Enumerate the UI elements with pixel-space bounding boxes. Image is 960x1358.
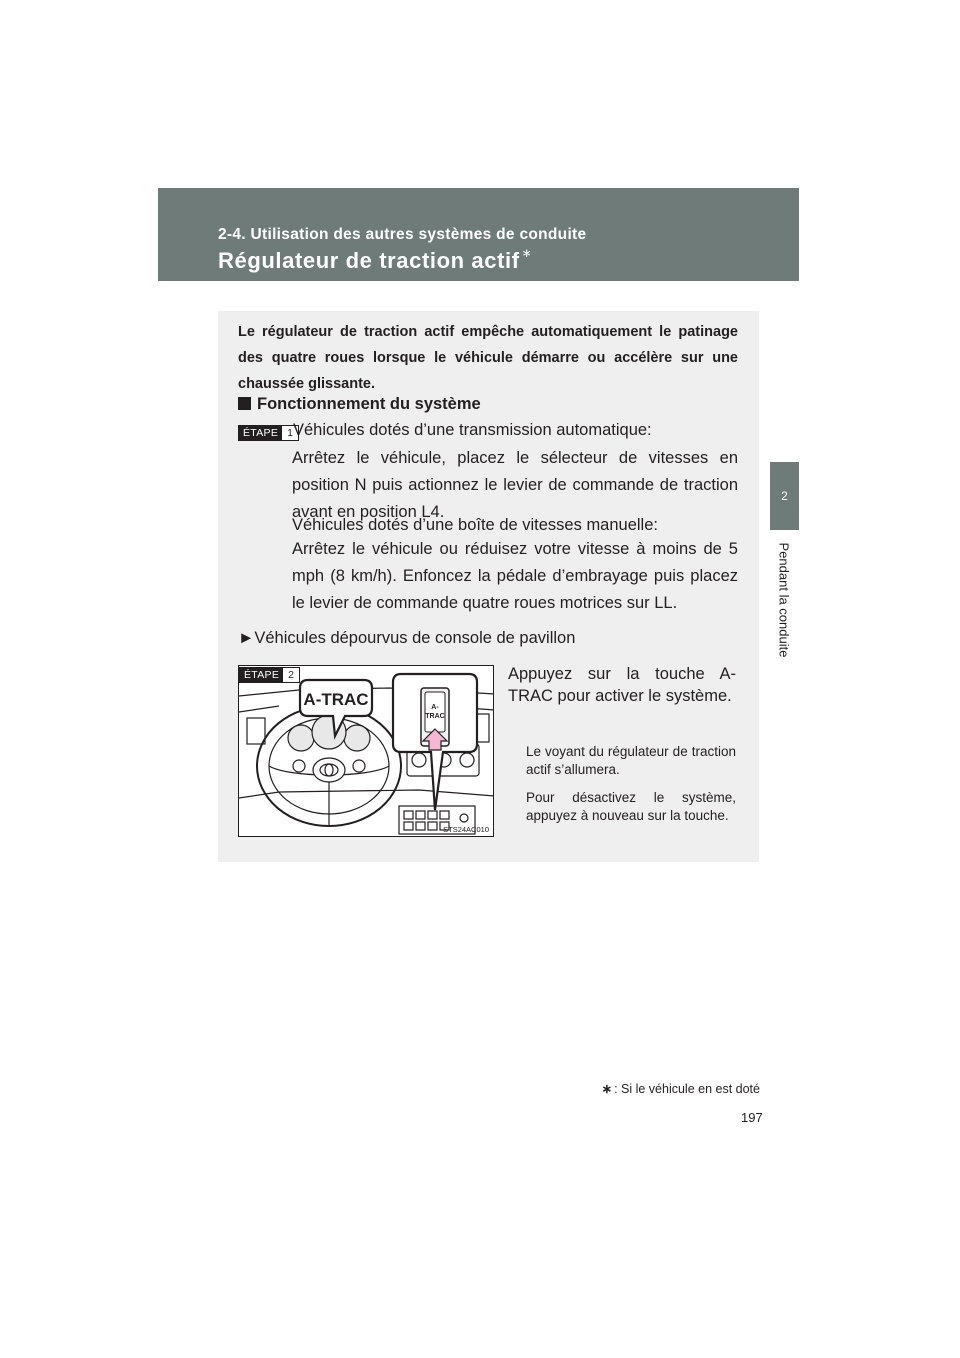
chapter-number: 2 <box>781 489 788 503</box>
page-title-text: Régulateur de traction actif <box>218 248 520 273</box>
dashboard-drawing <box>239 666 494 837</box>
switch-label-line-2: TRAC <box>425 713 445 720</box>
page-title <box>218 248 532 274</box>
sub-heading <box>238 395 481 414</box>
intro-paragraph: Le régulateur de traction actif empêche automatiquement le patinage des quatre roues lorsque le véhicule démarre ou accélère sur une chaussée glissante. <box>238 324 738 392</box>
condition-line: ►Véhicules dépourvus de console de pavillon <box>238 629 576 647</box>
step-label: ÉTAPE <box>239 426 282 440</box>
page-number: 197 <box>741 1110 763 1125</box>
chapter-side-label: Pendant la conduite <box>776 542 792 658</box>
step-1-auto-text: Arrêtez le véhicule, placez le sélecteur de vitesses en position N puis actionnez le levier de commande de traction avant en position L4. <box>292 449 738 521</box>
callout-label: A-TRAC <box>303 690 369 709</box>
footnote <box>602 1081 760 1096</box>
step-2-badge <box>239 667 300 683</box>
step-1-badge <box>238 425 299 441</box>
content-panel <box>218 311 759 862</box>
asterisk-icon: ∗ <box>601 1082 613 1096</box>
chapter-header <box>158 188 799 281</box>
step-number: 1 <box>287 427 293 439</box>
chapter-tab <box>770 462 799 530</box>
section-label: 2-4. Utilisation des autres systèmes de conduite <box>218 226 587 243</box>
step-1-manual-lead: Véhicules dotés d’une boîte de vitesses manuelle: <box>292 516 658 534</box>
step-2-note-1: Le voyant du régulateur de traction actif s’allumera. <box>526 744 736 777</box>
step-1-manual-text: Arrêtez le véhicule ou réduisez votre vitesse à moins de 5 mph (8 km/h). Enfoncez la pédale d’embrayage puis placez le levier de commande quatre roues motrices sur LL. <box>292 540 738 612</box>
step-2-text: Appuyez sur la touche A-TRAC pour activer le système. <box>508 665 736 705</box>
step-1-auto-lead: Véhicules dotés d’une transmission automatique: <box>293 421 652 439</box>
step-2-note-2: Pour désactivez le système, appuyez à nouveau sur la touche. <box>526 790 736 823</box>
square-bullet-icon <box>238 397 251 410</box>
step-label: ÉTAPE <box>240 668 283 682</box>
switch-label-line-1: A- <box>431 704 439 711</box>
illustration-code: STS24AC010 <box>443 825 489 834</box>
sub-heading-text: Fonctionnement du système <box>257 395 481 413</box>
dashboard-illustration <box>238 665 494 837</box>
step-number: 2 <box>288 669 294 681</box>
footnote-text: : Si le véhicule en est doté <box>614 1082 760 1096</box>
optional-equipment-mark: ∗ <box>521 246 533 260</box>
